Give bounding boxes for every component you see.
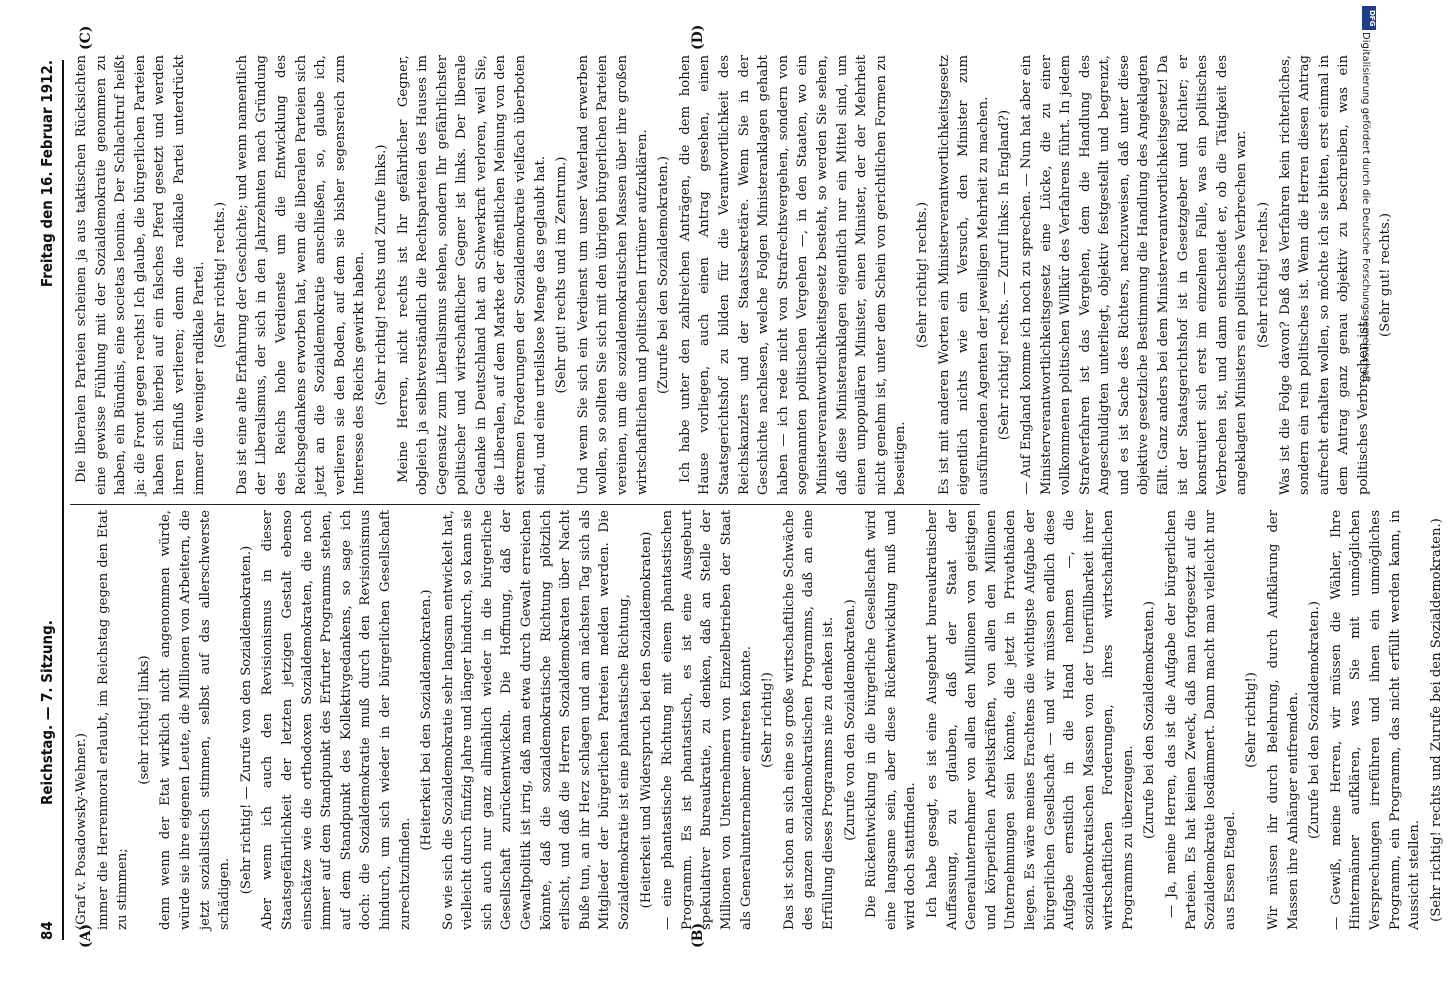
header-rule — [62, 60, 64, 940]
interjection: (Zurufe bei den Sozialdemokraten.) — [1307, 600, 1323, 840]
paragraph: Und wenn Sie sich ein Verdienst um unser Vaterland erwerben wollen, so sollten Sie sich mit den übrigen bürgerlichen Parteien vereinen, um die sozialdemokratischen Massen über ihre großen wirtschaftlichen und politischen Irrtümer aufzuklären. — [575, 55, 650, 495]
margin-marker-c: (C) — [78, 25, 94, 50]
page-number: 84 — [38, 921, 56, 940]
margin-marker-d: (D) — [690, 24, 706, 50]
right-column — [72, 55, 1397, 495]
margin-marker-a: (A) — [78, 923, 94, 948]
interjection: (sehr richtig! links) — [136, 655, 152, 785]
paragraph: Die liberalen Parteien scheinen ja aus taktischen Rücksichten eine gewisse Fühlung mit der Sozialdemokratie genommen zu haben, ein Bündnis, eine societas leonina. Der Schlachtruf heißt ja: die Front gegen rechts! Ich glaube, die bürgerlichen Parteien haben sich hierbei auf ein falsches Pferd gesetzt und werden ihren Einfluß verlieren; denn die radikale Partei unterdrückt immer die weniger radikale Partei. — [74, 55, 207, 495]
column-separator — [70, 504, 980, 505]
interjection: (Heiterkeit und Widerspruch bei den Sozialdemokraten) — [638, 531, 654, 909]
dfg-logo: DFG — [1362, 6, 1376, 30]
paragraph: Meine Herren, nicht rechts ist Ihr gefährlicher Gegner, obgleich ja selbstverständlich die Rechtsparteien des Hauses im Gegensatz zum Liberalismus stehen, sondern Ihr gefährlichster politischer und wirtschaftlicher Gegner ist links. Der liberale Gedanke in Deutschland hat an Schwerkraft verloren, weil Sie, die Liberalen, auf dem Markte der öffentlichen Meinung von den extremen Forderungen der Sozialdemokratie vielfach überboten sind, und eine urteilslose Menge das geglaubt hat. — [395, 55, 548, 495]
paragraph: So wie sich die Sozialdemokratie sehr langsam entwickelt hat, vielleicht durch fünfzig Jahre und länger hindurch, so kann sie sich auch nur ganz allmählich wieder in die bürgerliche Gesellschaft zurückentwickeln. Die Hoffnung, daß der Gewaltpolitik ist irrig, daß man etwa durch Gewalt erreichen könnte, daß die sozialdemokratische Richtung plötzlich erlischt, und daß die Herren Sozialdemokraten über Nacht Buße tun, an ihr Herz schlagen und am nächsten Tag sich als Mitglieder der bürgerlichen Parteien melden werden. Die Sozialdemokratie ist eine phantastische Richtung, — [440, 510, 633, 930]
interjection: (Sehr richtig! — Zurufe von den Sozialdemokraten.) — [238, 545, 254, 895]
interjection: (Zurufe bei den Sozialdemokraten.) — [1142, 600, 1158, 840]
paragraph: Das ist schon an sich eine so große wirtschaftliche Schwäche des ganzen sozialdemokratischen Programms, daß an eine Erfüllung dieses Programms nie zu denken ist. — [781, 510, 836, 930]
margin-marker-b: (B) — [690, 922, 706, 948]
paragraph: Was ist die Folge davon? Daß das Verfahren kein richterliches, sondern ein rein politisches ist. Wenn die Herren diesen Antrag aufrecht erhalten wollen, so möchte ich sie bitten, erst einmal in dem Antrag ganz genau objektiv zu beschreiben, was ein politisches Verbrechen ist. — [1277, 55, 1371, 495]
paragraph: immer die Herrenmoral erlaubt, im Reichstag gegen den Etat zu stimmen; — [95, 510, 131, 930]
page-header — [38, 60, 62, 940]
paragraph: — eine phantastische Richtung mit einem phantastischen Programm. Es ist phantastisch, es ist eine Ausgeburt spekulativer Bureaukratie, zu denken, daß an Stelle der Millionen von Unternehmern von Einzelbetrieben der Staat als Generalunternehmer eintreten könnte. — [660, 510, 754, 930]
interjection: (Sehr richtig! rechts.) — [1256, 201, 1272, 349]
paragraph: Ich habe unter den zahlreichen Anträgen, die dem hohen Hause vorliegen, auch einen Antrag gesehen, einen Staatsgerichtshof zu bilden für die Verantwortlichkeit des Reichskanzlers und der Staatssekretäre. Wenn Sie in der Geschichte nachlesen, welche Folgen Ministeranklagen gehabt haben — ich rede nicht von Strafrechtsvergehen, sondern von sogenannten politischen Vergehen —, in den Staaten, wo ein Ministerverantwortlichkeitsgesetz besteht, so werden Sie sehen, daß diese Ministeranklagen eigentlich nur ein Mittel sind, um einen unpopulären Minister, einen Minister, der der Mehrheit nicht genehm ist, unter dem Schein von gerichtlichen Formen zu beseitigen. — [677, 55, 909, 495]
interjection: (Sehr gut! rechts und im Zentrum.) — [554, 156, 570, 394]
interjection: (Sehr richtig!) — [1244, 672, 1260, 768]
left-column — [72, 510, 1448, 930]
interjection: (Sehr richtig! rechts.) — [213, 201, 229, 349]
interjection: (Sehr richtig! rechts und Zurufe bei den Sozialdemokraten.) — [1428, 518, 1444, 922]
interjection: (Sehr richtig! rechts. — Zuruf links: In England?) — [997, 109, 1013, 441]
paragraph: Wir müssen ihr durch Belehrung, durch Aufklärung der Massen ihre Anhänger entfremden. — [1266, 510, 1301, 930]
interjection: (Sehr richtig! rechts und Zurufe links.) — [373, 144, 389, 406]
header-date: Freitag den 16. Februar 1912. — [38, 60, 56, 288]
paragraph: — Auf England komme ich noch zu sprechen. — Nun hat aber ein Ministerverantwortlichkeitsgesetz eine Lücke, die zu einer vollkommenen politischen Willkür des Verfahrens führt. In jedem Strafverfahren ist das Vergehen, dem die Handlung des Angeschuldigten unterliegt, objektiv festgestellt und begrenzt, und es ist Sache des Richters, nachzuweisen, daß unter diese objektive gesetzliche Bestimmung die Handlung des Angeklagten fällt. Ganz anders bei dem Ministerverantwortlichkeitsgesetz! Da ist der Staatsgerichtshof ist in Gesetzgeber und Richter; er konstruiert sich erst im einzelnen Falle, was ein politisches Verbrechen ist, und dann entscheidet er, ob die Tätigkeit des angeklagten Ministers ein politisches Verbrechen war. — [1018, 55, 1250, 495]
paragraph: Ich habe gesagt, es ist eine Ausgeburt bureaukratischer Auffassung, zu glauben, daß der Staat der Generalunternehmer von allen den Millionen von geistigen und körperlichen Arbeitskräften, von allen den Millionen Unternehmungen sein könnte, die jetzt in Privathänden liegen. Es wäre meines Erachtens die wichtigste Aufgabe der bürgerlichen Gesellschaft — und wir müssen endlich diese Aufgabe ernstlich in die Hand nehmen —, die sozialdemokratischen Massen von der Unerfüllbarkeit ihrer wirtschaftlichen Forderungen, ihres wirtschaftlichen Programms zu überzeugen. — [924, 510, 1136, 930]
paragraph: denn wenn der Etat wirklich nicht angenommen würde, würde sie ihre eigenen Leute, die Millionen von Arbeitern, die jetzt sozialistisch stimmen, selbst auf das allerschwerste schädigen. — [158, 510, 233, 930]
interjection: (Heiterkeit bei den Sozialdemokraten.) — [419, 589, 435, 851]
paragraph: — Ja, meine Herren, das ist die Aufgabe der bürgerlichen Parteien. Es hat keinen Zweck, daß man fortgesetzt auf die Sozialdemokratie losdämmert. Dann macht man vielleicht nur aus Essen Etagel. — [1164, 510, 1238, 930]
paragraph: Das ist eine alte Erfahrung der Geschichte; und wenn namentlich der Liberalismus, der sich in den Jahrzehnten nach Gründung des Reichs hohe Verdienste um die Entwicklung des Reichsgedankens erworben hat, wenn die liberalen Parteien sich jetzt an die Sozialdemokratie anschließen, so, glaube ich, verlieren sie den Boden, auf dem sie bisher segensreich zum Interesse des Reichs gewirkt haben. — [234, 55, 368, 495]
paragraph: Die Rückentwicklung in die bürgerliche Gesellschaft wird eine langsame sein, aber diese Rückentwicklung muß und wird doch stattfinden. — [864, 510, 919, 930]
interjection: (Zurufe von den Sozialdemokraten.) — [842, 599, 858, 841]
speaker-name: (Graf v. Posadowsky-Wehner.) — [74, 733, 89, 930]
digitization-note: Digitalisierung gefördert durch die Deutsche Forschungsgemeinschaft — [1360, 32, 1371, 383]
interjection: (Zurufe bei den Sozialdemokraten.) — [656, 155, 672, 395]
paragraph: Aber wenn ich auch den Revisionismus in dieser Staatsgefährlichkeit der letzten jetzigen Gestalt ebenso einschätze wie die orthodoxen Sozialdemokraten, die noch immer auf dem Standpunkt des Erfurter Programms stehen, auf dem Standpunkt des Kollektivgedankens, so sage ich doch: die Sozialdemokratie muß durch den Revisionismus hindurch, um sich wieder in der bürgerlichen Gesellschaft zurechtzufinden. — [260, 510, 413, 930]
interjection: (Sehr richtig!) — [760, 672, 776, 768]
interjection: (Sehr richtig! rechts.) — [914, 201, 930, 349]
paragraph: Es ist mit anderen Worten ein Ministerverantwortlichkeitsgesetz eigentlich nichts wie ein Versuch, den Minister zum ausführenden Agenten der jeweiligen Mehrheit zu machen. — [936, 55, 991, 495]
interjection: (Sehr gut! rechts.) — [1377, 212, 1393, 338]
paragraph: — Gewiß, meine Herren, wir müssen die Wähler, Ihre Hintermänner aufklären, was Sie mit unmöglichen Versprechungen irreführen und ihnen ein unmögliches Programm, ein Programm, das nicht erfüllt werden kann, in Aussicht stellen. — [1328, 510, 1423, 930]
header-title: Reichstag. — 7. Sitzung. — [38, 620, 56, 805]
